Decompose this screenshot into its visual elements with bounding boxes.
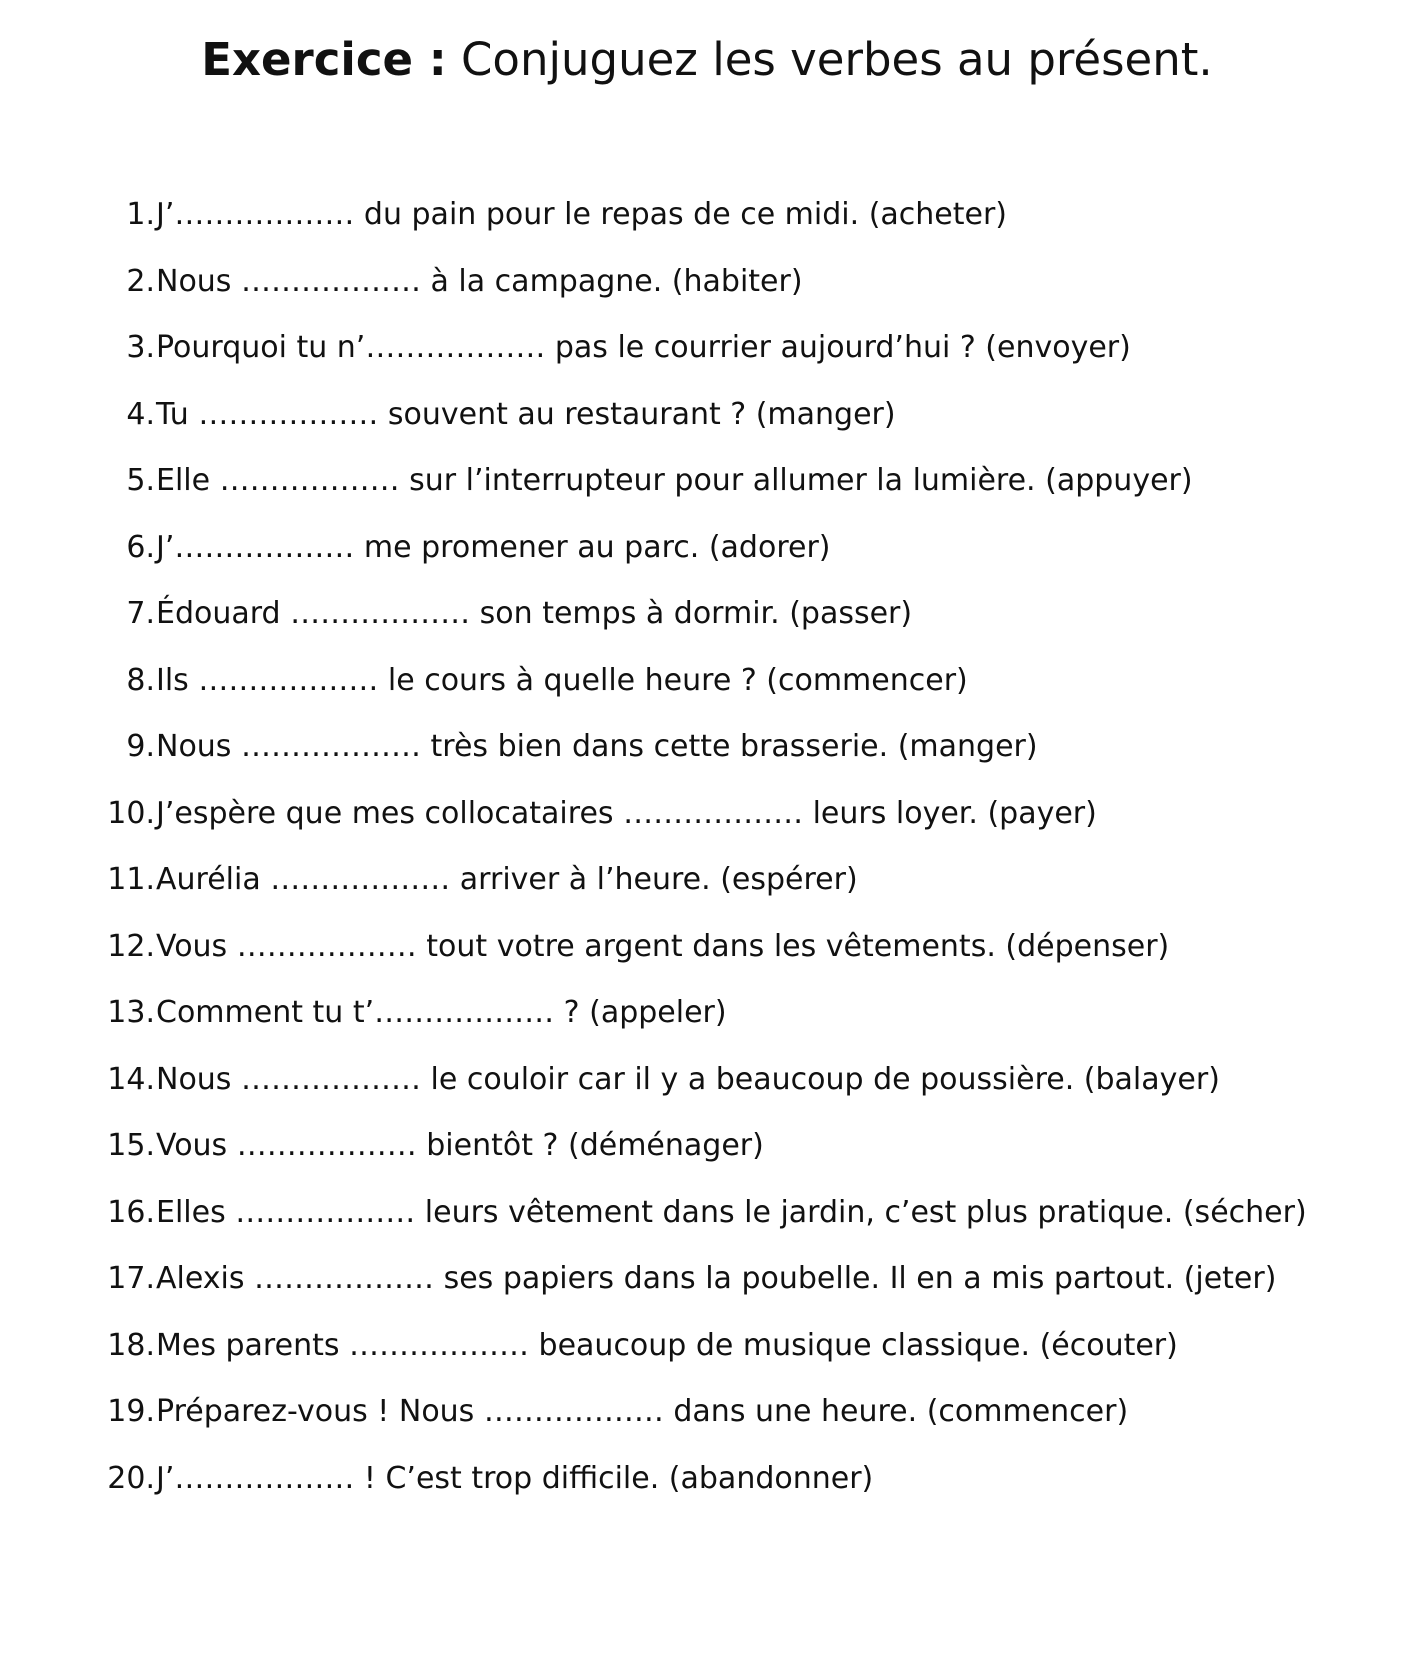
item-number: 8. (126, 662, 155, 698)
item-sentence: J’espère que mes collocataires ……………… leurs loyer. (payer) (156, 795, 1097, 831)
exercise-item (0, 1459, 1414, 1526)
item-sentence: Vous ……………… tout votre argent dans les vêtements. (dépenser) (156, 928, 1170, 964)
item-number: 10. (107, 795, 155, 831)
item-number: 18. (107, 1327, 155, 1363)
exercise-item (0, 1392, 1414, 1459)
item-number: 20. (107, 1460, 155, 1496)
title-label: Exercice : (201, 33, 447, 86)
item-number: 12. (107, 928, 155, 964)
item-number: 14. (107, 1061, 155, 1097)
item-sentence: Nous ……………… à la campagne. (habiter) (156, 263, 803, 299)
item-number: 17. (107, 1261, 155, 1296)
exercise-item (0, 794, 1414, 861)
exercise-item (0, 661, 1414, 728)
item-number: 6. (126, 529, 155, 565)
item-sentence: Aurélia ……………… arriver à l’heure. (espérer) (156, 862, 858, 897)
item-sentence: Comment tu t’……………… ? (appeler) (156, 995, 727, 1030)
item-number: 13. (107, 995, 155, 1030)
item-number: 7. (126, 596, 155, 631)
title-instruction: Conjuguez les verbes au présent. (446, 33, 1213, 86)
item-number: 2. (126, 263, 155, 299)
item-sentence: Ils ……………… le cours à quelle heure ? (commencer) (156, 662, 968, 698)
exercise-item (0, 1126, 1414, 1193)
item-sentence: Tu ……………… souvent au restaurant ? (manger) (156, 396, 896, 432)
exercise-item (0, 727, 1414, 794)
exercise-item (0, 1326, 1414, 1393)
exercise-item (0, 927, 1414, 994)
item-number: 4. (126, 396, 155, 432)
exercise-item (0, 328, 1414, 395)
item-number: 3. (126, 330, 155, 365)
item-sentence: Nous ……………… très bien dans cette brasserie. (manger) (156, 729, 1038, 764)
exercise-item (0, 262, 1414, 329)
exercise-item (0, 195, 1414, 262)
item-sentence: Alexis ……………… ses papiers dans la poubelle. Il en a mis partout. (jeter) (156, 1261, 1277, 1296)
item-number: 19. (107, 1394, 155, 1429)
item-number: 1. (126, 197, 155, 232)
exercise-item (0, 461, 1414, 528)
item-sentence: J’……………… ! C’est trop difficile. (abandonner) (156, 1460, 874, 1496)
item-sentence: Elle ……………… sur l’interrupteur pour allumer la lumière. (appuyer) (156, 463, 1193, 498)
item-number: 9. (126, 729, 155, 764)
exercise-item (0, 395, 1414, 462)
exercise-item (0, 860, 1414, 927)
item-number: 11. (107, 862, 155, 897)
item-sentence: Elles ……………… leurs vêtement dans le jardin, c’est plus pratique. (sécher) (156, 1194, 1307, 1230)
item-sentence: Édouard ……………… son temps à dormir. (passer) (156, 596, 913, 631)
exercise-item (0, 993, 1414, 1060)
item-sentence: Pourquoi tu n’……………… pas le courrier aujourd’hui ? (envoyer) (156, 330, 1131, 365)
item-sentence: Nous ……………… le couloir car il y a beaucoup de poussière. (balayer) (156, 1061, 1220, 1097)
exercise-item (0, 1259, 1414, 1326)
item-sentence: J’……………… me promener au parc. (adorer) (156, 529, 831, 565)
exercise-item (0, 594, 1414, 661)
exercise-item (0, 1060, 1414, 1127)
exercise-item (0, 1193, 1414, 1260)
item-sentence: Vous ……………… bientôt ? (déménager) (156, 1128, 764, 1163)
item-number: 5. (126, 463, 155, 498)
item-number: 16. (107, 1194, 155, 1230)
exercise-list (0, 195, 1414, 1525)
exercise-item (0, 528, 1414, 595)
item-sentence: Préparez-vous ! Nous ……………… dans une heure. (commencer) (156, 1394, 1129, 1429)
item-number: 15. (107, 1128, 155, 1163)
page-title (0, 28, 1414, 92)
item-sentence: J’……………… du pain pour le repas de ce midi. (acheter) (156, 197, 1008, 232)
item-sentence: Mes parents ……………… beaucoup de musique classique. (écouter) (156, 1327, 1178, 1363)
